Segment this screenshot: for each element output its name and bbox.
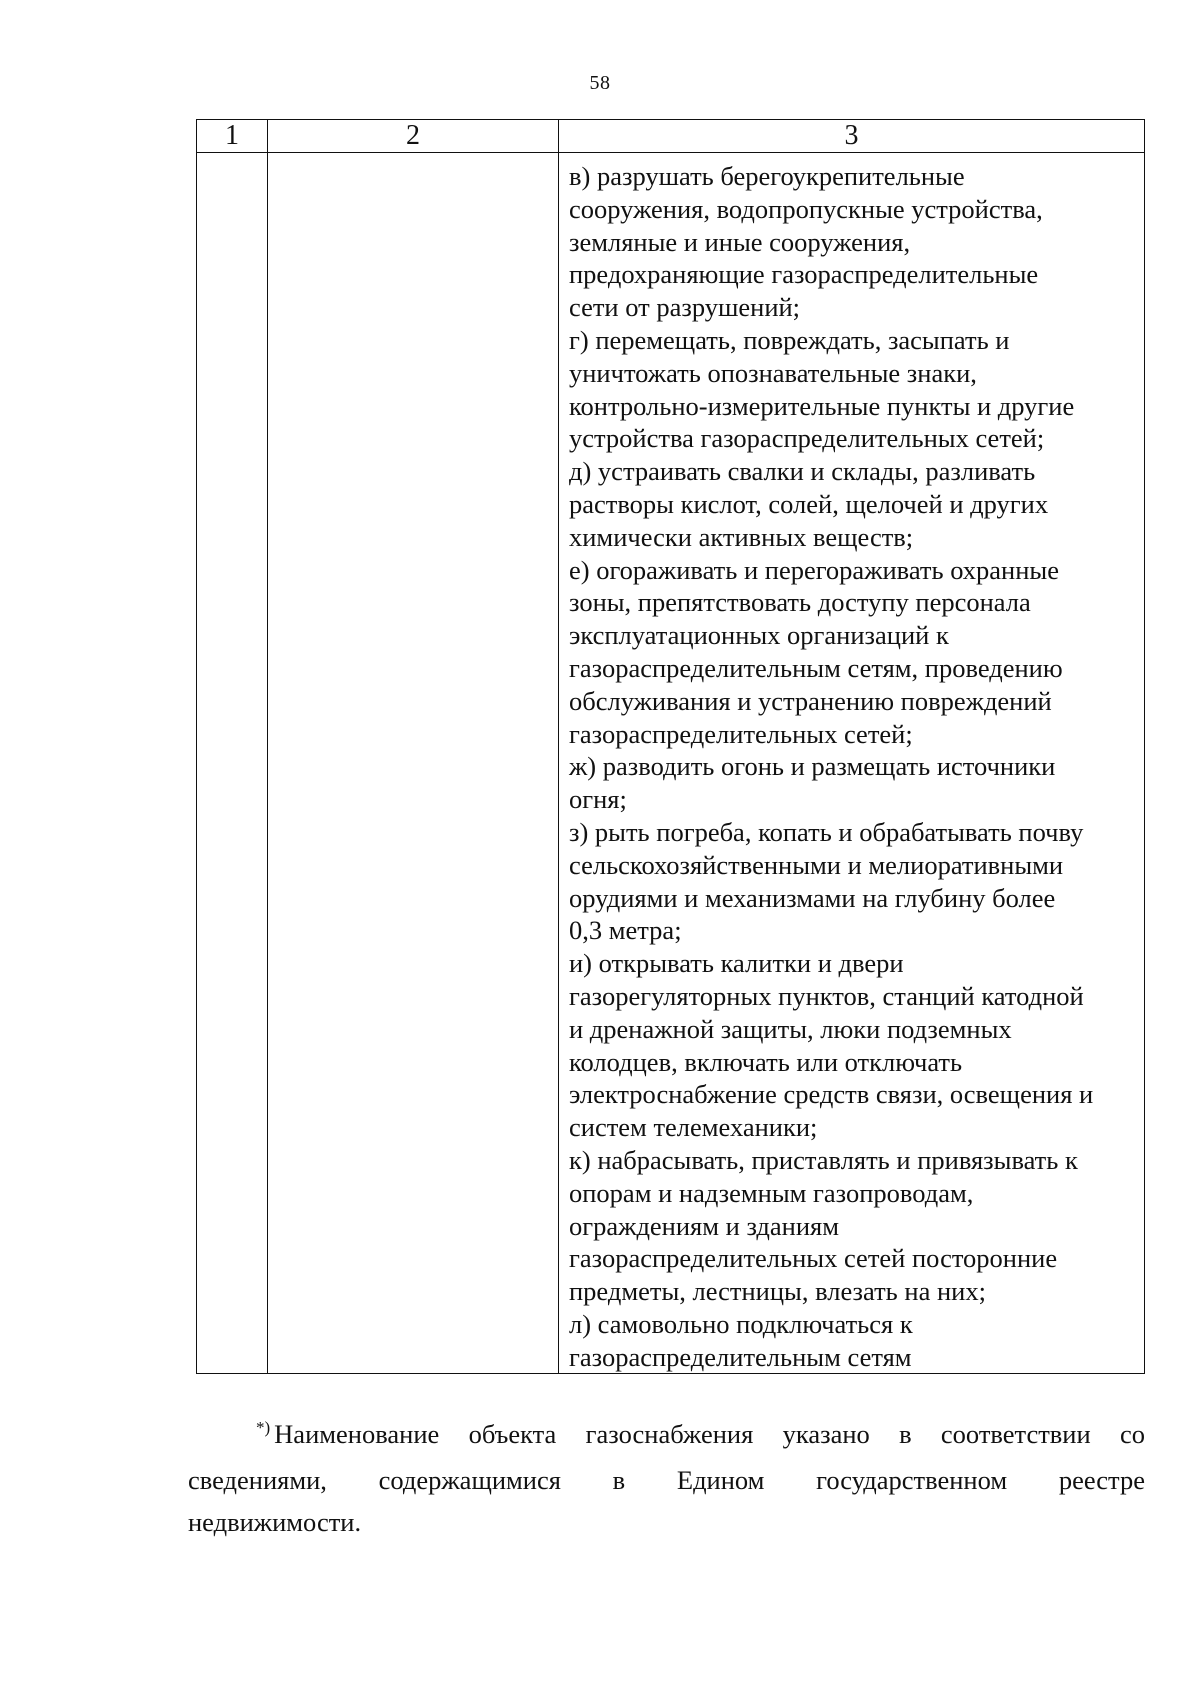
footnote-line-2 xyxy=(188,1459,1145,1501)
restriction-line: опорам и надземным газопроводам, xyxy=(569,1177,974,1208)
restriction-line: эксплуатационных организаций к xyxy=(569,620,949,651)
footnote-word: Наименование xyxy=(274,1419,440,1449)
restriction-line: ограждениям и зданиям xyxy=(569,1210,839,1241)
footnote-word: реестре xyxy=(1058,1465,1145,1495)
page-number: 58 xyxy=(589,72,611,94)
restriction-line: электроснабжение средств связи, освещения и xyxy=(569,1079,1094,1110)
restriction-line: з) рыть погреба, копать и обрабатывать почву xyxy=(569,816,1084,847)
footnote-word: в xyxy=(899,1419,912,1449)
table-row xyxy=(197,153,1145,1374)
restriction-line: колодцев, включать или отключать xyxy=(569,1046,963,1077)
footnote-word: газоснабжения xyxy=(585,1419,754,1449)
restriction-line: орудиями и механизмами на глубину более xyxy=(569,882,1056,913)
restriction-line: предохраняющие газораспределительные xyxy=(569,259,1039,290)
footnote-line-3 xyxy=(188,1501,1145,1543)
restriction-line: зоны, препятствовать доступу персонала xyxy=(569,587,1031,618)
restriction-line: газораспределительных сетей; xyxy=(569,718,913,749)
restriction-line: л) самовольно подключаться к xyxy=(569,1308,913,1339)
restriction-line: газораспределительных сетей посторонние xyxy=(569,1243,1058,1274)
cell-column-2 xyxy=(268,153,559,1374)
restriction-line: контрольно-измерительные пункты и другие xyxy=(569,390,1075,421)
restriction-line: газораспределительным сетям xyxy=(569,1341,912,1372)
restriction-line: растворы кислот, солей, щелочей и других xyxy=(569,488,1049,519)
restriction-line: д) устраивать свалки и склады, разливать xyxy=(569,456,1036,487)
restriction-line: сети от разрушений; xyxy=(569,292,801,323)
restriction-line: земляные и иные сооружения, xyxy=(569,226,911,257)
cell-column-3 xyxy=(559,153,1145,1374)
footnote-word: содержащимися xyxy=(378,1465,561,1495)
restriction-line: устройства газораспределительных сетей; xyxy=(569,423,1045,454)
restriction-line: сооружения, водопропускные устройства, xyxy=(569,193,1043,224)
footnote-line-1 xyxy=(188,1413,1145,1459)
restriction-line: в) разрушать берегоукрепительные xyxy=(569,161,965,191)
restriction-line: предметы, лестницы, влезать на них; xyxy=(569,1276,986,1307)
restriction-line: и) открывать калитки и двери xyxy=(569,948,904,979)
restriction-line: газораспределительным сетям, проведению xyxy=(569,652,1063,683)
restriction-line: е) огораживать и перегораживать охранные xyxy=(569,554,1059,585)
column-header-1: 1 xyxy=(197,120,268,153)
restrictions-list xyxy=(559,153,1144,1373)
restriction-line: огня; xyxy=(569,784,627,815)
restriction-line: уничтожать опознавательные знаки, xyxy=(569,357,977,388)
footnote-text-end: недвижимости. xyxy=(188,1507,362,1537)
restriction-line: к) набрасывать, приставлять и привязывать к xyxy=(569,1144,1078,1175)
cell-column-1 xyxy=(197,153,268,1374)
footnote-word: объекта xyxy=(468,1419,557,1449)
restriction-line: газорегуляторных пунктов, станций катодной xyxy=(569,980,1084,1011)
restriction-line: обслуживания и устранению повреждений xyxy=(569,685,1052,716)
table-header-row xyxy=(197,120,1145,153)
footnote-word: соответствии xyxy=(940,1419,1091,1449)
restriction-line: систем телемеханики; xyxy=(569,1112,818,1143)
restriction-line: сельскохозяйственными и мелиоративными xyxy=(569,849,1064,880)
footnote-word: государственном xyxy=(816,1465,1008,1495)
footnote-word: со xyxy=(1119,1419,1145,1449)
restriction-line: и дренажной защиты, люки подземных xyxy=(569,1013,1012,1044)
footnote-word: сведениями, xyxy=(188,1465,327,1495)
restriction-line: г) перемещать, повреждать, засыпать и xyxy=(569,324,1010,355)
footnote xyxy=(188,1413,1145,1543)
footnote-word: в xyxy=(612,1465,626,1495)
footnote-word: Едином xyxy=(676,1465,765,1495)
document-table xyxy=(196,119,1145,1374)
footnote-first-word xyxy=(256,1413,439,1459)
restriction-line: химически активных веществ; xyxy=(569,521,914,552)
restriction-line: 0,3 метра; xyxy=(569,915,682,946)
column-header-2: 2 xyxy=(268,120,559,153)
footnote-marker: *) xyxy=(256,1418,271,1437)
footnote-word: указано xyxy=(782,1419,870,1449)
column-header-3: 3 xyxy=(559,120,1145,153)
restriction-line: ж) разводить огонь и размещать источники xyxy=(569,751,1056,782)
